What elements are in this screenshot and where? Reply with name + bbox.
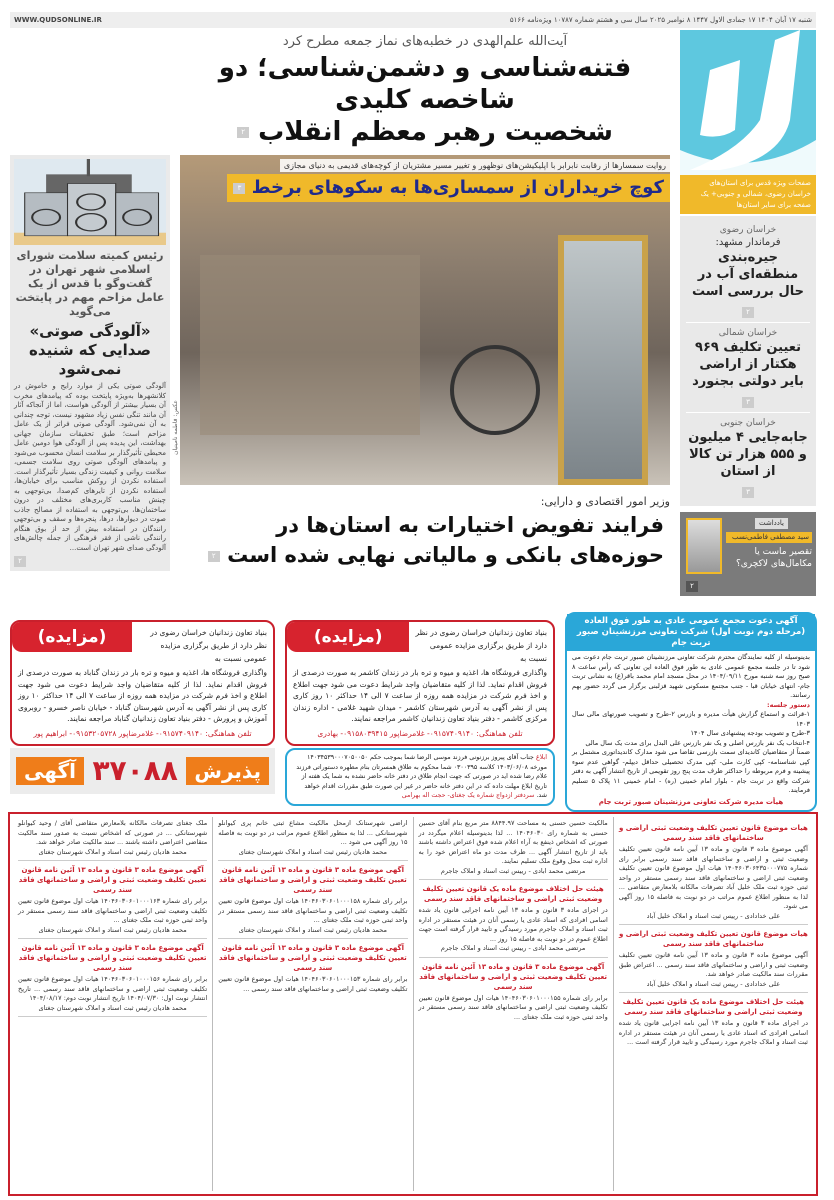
opinion-note[interactable] — [680, 512, 816, 596]
story-kicker: رئیس کمیته سلامت شورای اسلامی شهر تهران در گفت‌وگو با قدس از یک عامل مزاحم مهم در پایتخت می‌گوید — [15, 249, 165, 318]
notice-heading: هیات موضوع قانون تعیین تکلیف وضعیت ثبتی اراضی و ساختمانهای فاقد سند رسمی — [618, 930, 808, 948]
notice-signature: محمد هادیان رئیس ثبت اسناد و املاک شهرستان جغتای — [18, 926, 207, 940]
sidebar-story[interactable] — [686, 323, 810, 413]
page-number: ۲ — [686, 581, 698, 592]
ad-label: (مزایده) — [12, 622, 132, 652]
noise-pollution-story — [10, 155, 170, 571]
ad-acceptance-banner[interactable] — [10, 748, 275, 794]
story-title: جیره‌بندی منطقه‌ای آب در حال بررسی است — [692, 250, 804, 299]
secondhand-shop-photo[interactable] — [180, 155, 670, 485]
provinces-sidebar — [680, 216, 816, 506]
notice-body: برابر رای شماره ۱۴۰۴۶۰۳۰۶۰۱۰۰۰۱۶۳ هیات اول موضوع قانون تعیین تکلیف وضعیت ثبتی اراضی و ساختمانهای فاقد سند رسمی مستقر در واحد ثبتی حوزه ثبت ملک جغتای ... — [18, 897, 208, 924]
newspaper-logo — [680, 30, 816, 175]
notice-body: در اجرای ماده ۳ قانون و ماده ۱۳ آیین نامه اجرایی قانون یاد شده اسامی افرادی که اسناد عادی یا رسمی آنان در هیئت مستقر در اداره ثبت اسناد و املاک جاجرم مورد رسیدگی و تایید قرار گرفته است جهت اطلاع عموم در دو نوبت به فاصله ۱۵ روز ... — [418, 906, 608, 943]
agenda-item: ۴-انتخاب یک نفر بازرس اصلی و یک نفر بازرس علی البدل برای مدت یک سال مالی — [585, 738, 810, 747]
divorce-notice-ad — [285, 748, 555, 806]
notice-column — [13, 817, 212, 1191]
headline-line-2-text: شخصیت رهبر معظم انقلاب — [258, 117, 613, 147]
ad-body: واگذاری فروشگاه ها، اغذیه و میوه و تره بار در زندان گناباد به صورت درصدی از فروش اقدام نماید. لذا از کلیه متقاضیان واجد شرایط دعوت می شود جهت اطلاع و اخذ فرم شرکت در مزایده همه روزه از ساعت ۷ الی ۱۴ حداکثر ۱۰ روز کاری پس از نشر آگهی به آدرس شهرستان گناباد - خیابان ناصر خسرو - روبروی آموزش و پرورش - دفتر بنیاد تعاون زندانیان گناباد مراجعه نمایند. — [18, 668, 268, 723]
photo-credit: عکس: فاطمه نامینیان — [172, 400, 179, 455]
banner-phone-number: ۳۷۰۸۸ — [92, 754, 178, 787]
minister-kicker: وزیر امور اقتصادی و دارایی: — [540, 495, 670, 508]
ad-label: (مزایده) — [287, 622, 409, 652]
note-author: سید مصطفی فاطمی‌نسب — [726, 532, 812, 543]
ad-title: آگهی دعوت مجمع عمومی عادی به طور فوق العاده (مرحله دوم نوبت اول) شرکت تعاونی مرزنشینان صبور تربت جام — [567, 614, 815, 651]
notice-body: جناب آقای پیروز برزنونی فرزند موسی الرضا شما بموجب حکم ۱۴۰۳۴۵۳۹۰۰۰۷۰۵۰۰۵۰ مورخه ۱۴۰۳/۰۶/۰۸ کلاسه ۰۳۰۰۳۹۵ شما محکوم به طلاق همسرتان بنام مطهره دستوراتی فرزند غلام رضا شده اید در صورتی که جهت انجام طلاق در دفتر خانه حاضر نشده به شما یک هفته از تاریخ ابلاغ مهلت داده که در این دفتر خانه حاضر در غیر این صورت طبق مقررات اقدام خواهد شد. — [296, 754, 547, 799]
notice-body: ملک جغتای تصرفات مالکانه بلامعارض متقاضی آقای / وحید کیوانلو شهرستانکی ... در صورتی که اشخاص نسبت به صدور سند مالکیت متقاضی اعتراضی داشته باشند ... سند مالکیت صادر خواهد شد. — [18, 819, 208, 846]
notice-heading: آگهی موضوع ماده ۳ قانون و ماده ۱۳ آئین نامه قانون تعیین تکلیف وضعیت ثبتی و اراضی و ساختمانهای فاقد سند رسمی — [18, 866, 207, 894]
notice-body: آگهی موضوع ماده ۳ قانون و ماده ۱۳ آیین نامه قانون تعیین تکلیف وضعیت ثبتی و اراضی و ساختمانهای فاقد سند رسمی برابر رای شماره ۱۴۰۴۶۰۳۰۶۴۳۵۰۰۰۷۷۵ هیات اول موضوع قانون تعیین تکلیف وضعیت ثبتی اراضی و ساختمانهای فاقد سند رسمی مستقر در واحد ثبتی حوزه ثبت ملک خلیل آباد تصرفات مالکانه بلامعارض متقاضی ... لذا به منظور اطلاع عموم مراتب در دو نوبت به فاصله ۱۵ روز آگهی می شود. — [618, 845, 809, 910]
ad-body: بدینوسیله از کلیه نمایندگان محترم شرکت تعاونی مرزنشینان صبور تربت جام دعوت می شود تا در جلسه مجمع عمومی عادی به طور فوق العاده این تعاونی که رأس ساعت ۸ صبح روز سه شنبه مورخ ۱۴۰۴/۰۹/۱۱ در محل مسجد امام محمد باقر(ع) به نشانی تربت جام- انتهای خیابان قبا - جنب مجتمع مسکونی شهید قزلبنی برگزار می گردد حضور بهم رسانند. — [572, 653, 810, 699]
notice-heading: هیات موضوع قانون تعیین تکلیف وضعیت ثبتی اراضی و ساختمانهای فاقد سند رسمی — [618, 824, 808, 842]
ad-intro: بنیاد تعاون زندانیان خراسان رضوی در نظر دارد از طریق برگزاری مزایده عمومی نسبت به — [415, 628, 547, 663]
story-region: خراسان جنوبی — [720, 418, 776, 428]
notice-signature: محمد هادیان رئیس ثبت اسناد و املاک شهرستان جغتای — [218, 848, 407, 862]
notice-column — [413, 817, 613, 1191]
notice-signature: سردفتر ازدواج شماره یک جغتای- حجت اله بهرامی — [401, 792, 535, 799]
auction-ad-gonabad — [10, 620, 275, 746]
notice-signature: علی خدادادی - رییس ثبت اسناد و املاک خلیل آباد — [619, 980, 808, 994]
ad-phone: تلفن هماهنگی: ۰۹۱۵۷۴۰۹۱۴۰- غلامرضاپور ۰۹۱۵۸۰۳۹۴۱۵- بهادری — [317, 728, 523, 738]
photo-headline-text: کوچ خریداران از سمساری‌ها به سکوهای برخط — [251, 177, 664, 198]
minister-headline-text: فرایند تفویض اختیارات به استان‌ها در حوزه‌های بانکی و مالیاتی نهایی شده است — [227, 513, 664, 567]
page-number: ۲ — [14, 556, 26, 567]
story-subtitle: فرماندار مشهد: — [715, 237, 781, 248]
ad-footer-body: ضمناً از متقاضیان کاندیدای سمت بازرسی تقاضا می شود مدارک کاندیداتوری مشتمل بر کپی شناسنامه- کپی کارت ملی- کپی مدرک تحصیلی حداقل دیپلم- گواهی عدم سوء پیشینه و فرم مربوطه را حداکثر ظرف مدت پنج روز تقویمی از تاریخ انتشار آگهی به دفتر شرکت واقع در تربت جام - بلوار امام خمینی (ره) - امام خمینی ۱۱ پلاک ۵ تسلیم فرمایند. — [572, 748, 810, 794]
story-body: آلودگی صوتی یکی از موارد رایج و خاموش در کلانشهرها به‌ویژه پایتخت بوده که پیامدهای مخرب آن بسیار بیشتر از آلودگی هواست، اما از آنجاکه آثار آن مانند تنگی نفس زیاد مشهود نیست، توجه چندانی به آن نمی‌شود. آلودگی صوتی فراتر از یک عامل مزاحم است؛ طبق تحقیقات سازمان جهانی بهداشت، این پدیده پس از آلودگی هوا دومین عامل محیطی تأثیرگذار بر سلامت انسان محسوب می‌شود و پیامدهای آلودگی صوتی روی سلامت جسمی، سلامت روانی و کیفیت زندگی بسیار تأثیرگذار است. استفاده نکردن از روکش مناسب برای خیابان‌ها، استفاده نکردن از تایرهای کم‌صدا، بی‌توجهی به چینش مناسب کاربری‌های مختلف در درون ساختمان‌ها، بی‌توجهی به استفاده از مصالح جاذب صوت در دیوارها، درها، پنجره‌ها و سقف و بی‌توجهی رانندگان در استفاده بیش از حد از بوق هنگام رانندگی ناشی از فقر فرهنگی از جمله چالش‌های آلودگی صدای شهر تهران است... — [14, 382, 166, 552]
notice-lead: ابلاغ — [535, 754, 547, 761]
legal-notices — [8, 812, 818, 1196]
notice-heading: آگهی موضوع ماده ۳ قانون و ماده ۱۳ آئین نامه قانون تعیین تکلیف وضعیت ثبتی و اراضی و ساختمانهای فاقد سند رسمی — [18, 944, 207, 972]
speaker-city-cartoon — [14, 159, 166, 245]
page-number: ۳ — [742, 487, 754, 498]
notice-heading: هیئت حل اختلاف موضوع ماده یک قانون تعیین تکلیف وضعیت ثبتی اراضی و ساختمانهای فاقد سند رسمی — [622, 998, 804, 1016]
photo-kicker: روایت سمسارها از رقابت نابرابر با اپلیکیشن‌های نوظهور و تغییر مسیر مشتریان از کوچه‌های قدیمی به دنیای مجازی — [280, 159, 670, 172]
note-tag: یادداشت — [755, 518, 788, 529]
website-url[interactable]: WWW.QUDSONLINE.IR — [14, 16, 102, 24]
story-title: تعیین تکلیف ۹۶۹ هکتار از اراضی بایر دولتی بجنورد — [692, 340, 804, 389]
main-headline[interactable] — [180, 52, 670, 148]
notice-body: مالکیت حسین حسنی به مساحت ۸۸۴۴.۹۷ متر مربع بنام آقای حسین حسنی به شماره رای ۱۴۰۴۶۰۳۰ ... لذا بدینوسیله اعلام میگردد در صورتی که اشخاص ذینفع به آراء اعلام شده فوق اعتراض داشته باشند باید از تاریخ انتشار آگهی ... ظرف مدت دو ماه اعتراض خود را به اداره ثبت محل وقوع ملک تسلیم نمایند. — [418, 819, 608, 865]
top-dateline-bar — [10, 12, 816, 28]
photo-headline — [227, 174, 670, 202]
agenda-heading: دستور جلسه: — [767, 700, 810, 709]
notice-body: برابر رای شماره ۱۴۰۴۶۰۳۰۶۰۱۰۰۰۱۵۸ هیات اول موضوع قانون تعیین تکلیف وضعیت ثبتی اراضی و ساختمانهای فاقد سند رسمی مستقر در واحد ثبتی حوزه ثبت ملک جغتای ... — [218, 897, 408, 924]
sidebar-story[interactable] — [686, 220, 810, 323]
quds-logo-icon — [680, 30, 816, 175]
author-photo — [686, 518, 722, 574]
assembly-invitation-ad — [565, 612, 817, 812]
gilded-mirror-shape — [558, 235, 648, 485]
notice-body: در اجرای ماده ۳ قانون و ماده ۱۳ آیین نامه اجرایی قانون یاد شده اسامی افرادی که اسناد عادی یا رسمی آنان در هیئت مستقر در اداره ثبت اسناد و املاک جاجرم مورد رسیدگی و تایید قرار گرفته است ... — [618, 1019, 808, 1046]
page-number: ۲ — [237, 127, 249, 138]
notice-body: برابر رای شماره ۱۴۰۴۶۰۳۰۶۰۱۰۰۰۱۵۳ هیات اول موضوع قانون تعیین تکلیف وضعیت ثبتی اراضی و ساختمانهای فاقد سند رسمی ... — [218, 975, 408, 993]
edition-tagline: صفحات ویژه قدس برای استان‌های خراسان رضوی، شمالی و جنوبی+ یک صفحه برای سایر استان‌ها — [680, 175, 816, 214]
notice-heading: آگهی موضوع ماده ۳ قانون و ماده ۱۳ آئین نامه قانون تعیین تکلیف وضعیت ثبتی و اراضی و ساختمانهای فاقد سند رسمی — [218, 944, 407, 972]
story-region: خراسان شمالی — [718, 328, 778, 338]
page-number: ۲ — [208, 551, 220, 562]
agenda-item: ۳-طرح و تصویب بودجه پیشنهادی سال ۱۴۰۴ — [690, 729, 810, 737]
notice-signature: مرتضی محمد ابادی - رییس ثبت اسناد و املاک جاجرم — [419, 867, 608, 881]
ad-phone: تلفن هماهنگی: ۰۹۱۵۷۴۰۹۱۴۰- غلامرضاپور ۰۹۱۵۳۲۰۵۷۲۸- ابراهیم پور — [33, 728, 252, 738]
ad-signature: هیأت مدیره شرکت تعاونی مرزنشینان صبور تربت جام — [598, 797, 784, 806]
notice-body: برابر رای شماره ۱۴۰۴۶۰۳۰۶۰۱۰۰۰۱۵۶ هیات اول موضوع قانون تعیین تکلیف وضعیت ثبتی اراضی و ساختمانهای فاقد سند رسمی ... تاریخ انتشار نوبت اول: ۱۴۰۴/۰۷/۳۰ تاریخ انتشار نوبت دوم: ۱۴۰۴/۰۸/۱۷ — [18, 975, 208, 1002]
sidebar-story[interactable] — [686, 413, 810, 502]
notice-signature: محمد هادیان رئیس ثبت اسناد و املاک شهرستان جغتای — [18, 1004, 207, 1018]
headline-line-1: فتنه‌شناسی و دشمن‌شناسی؛ دو شاخصه کلیدی — [218, 53, 632, 115]
notice-signature: محمد هادیان رئیس ثبت اسناد و املاک شهرستان جغتای — [218, 926, 407, 940]
notice-body: اراضی شهرستانک ازمحل مالکیت مشاع ثبتی خانم پری کیوانلو شهرستانکی ... لذا به منظور اطلاع عموم مراتب در دو نوبت به فاصله ۱۵ روز آگهی می شود ... — [218, 819, 408, 846]
notice-signature: محمد هادیان رئیس ثبت اسناد و املاک شهرستان جغتای — [18, 848, 207, 862]
notice-signature: مرتضی محمد ابادی - رییس ثبت اسناد و املاک جاجرم — [419, 944, 608, 958]
banner-label: آگهی — [16, 757, 84, 785]
notice-body: برابر رای شماره ۱۴۰۴۶۰۳۰۶۰۱۰۰۰۱۵۵ هیات اول موضوع قانون تعیین تکلیف وضعیت ثبتی اراضی و ساختمانهای فاقد سند رسمی مستقر در واحد ثبتی حوزه ثبت ملک جغتای ... — [418, 993, 608, 1021]
photo-captions — [180, 159, 670, 202]
notice-body: آگهی موضوع ماده ۳ قانون و ماده ۱۳ آیین نامه قانون تعیین تکلیف وضعیت ثبتی و اراضی و ساختمانهای فاقد سند رسمی ... اعتراض طبق مقررات سند مالکیت صادر خواهد شد. — [618, 951, 808, 978]
agenda-item: ۱-قرائت و استماع گزارش هیأت مدیره و بازرس ۲-طرح و تصویب صورتهای مالی سال ۱۴۰۳ — [572, 710, 810, 728]
bicycle-wheel-shape — [450, 345, 540, 435]
minister-headline[interactable] — [180, 510, 670, 570]
right-column — [680, 175, 816, 596]
banner-label: پذیرش — [186, 757, 269, 785]
notice-signature: علی خدادادی - رییس ثبت اسناد و املاک خلیل آباد — [619, 912, 808, 926]
notice-column — [212, 817, 412, 1191]
notice-heading: هیئت حل اختلاف موضوع ماده یک قانون تعیین تکلیف وضعیت ثبتی اراضی و ساختمانهای فاقد سند رسمی — [422, 885, 604, 903]
headline-line-2 — [180, 116, 670, 148]
auction-ad-kashmar — [285, 620, 555, 746]
notice-heading: آگهی موضوع ماده ۳ قانون و ماده ۱۳ آئین نامه قانون تعیین تکلیف وضعیت ثبتی و اراضی و ساختمانهای فاقد سند رسمی — [419, 962, 608, 991]
ad-body: واگذاری فروشگاه ها، اغذیه و میوه و تره بار در زندان کاشمر به صورت درصدی از فروش اقدام نماید. لذا از کلیه متقاضیان واجد شرایط دعوت می شود جهت اطلاع و اخذ فرم شرکت در مزایده همه روزه از ساعت ۷ الی ۱۴ حداکثر ۱۰ روز کاری پس از نشر آگهی به آدرس شهرستان کاشمر - میدان شهید غلامی - اداره زندان مرکزی کاشمر - دفتر بنیاد تعاون زندانیان کاشمر مراجعه نمایند. — [293, 668, 548, 723]
main-kicker: آیت‌الله علم‌الهدی در خطبه‌های نماز جمعه مطرح کرد — [282, 34, 568, 49]
notice-heading: آگهی موضوع ماده ۳ قانون و ماده ۱۳ آئین نامه قانون تعیین تکلیف وضعیت ثبتی و اراضی و ساختمانهای فاقد سند رسمی — [218, 866, 407, 894]
page-number: ۳ — [742, 397, 754, 408]
shelf-shape — [200, 255, 420, 435]
page-number: ۳ — [233, 183, 245, 194]
notice-column — [613, 817, 813, 1191]
dateline: شنبه ۱۷ آبان ۱۴۰۴ ۱۷ جمادی الاول ۱۴۴۷ ۸ نوامبر ۲۰۲۵ سال سی و هشتم شماره ۱۰۷۸۷ ویژه‌نامه ۵۱۶۶ — [509, 16, 812, 24]
story-headline[interactable]: «آلودگی صوتی» صدایی که شنیده نمی‌شود — [29, 322, 151, 378]
story-region: خراسان رضوی — [719, 225, 777, 235]
page-number: ۲ — [742, 307, 754, 318]
ad-intro: بنیاد تعاون زندانیان خراسان رضوی در نظر دارد از طریق برگزاری مزایده عمومی نسبت به — [150, 628, 267, 663]
note-title: تقصیر ماست یا مکامال‌های لاکچری؟ — [735, 547, 812, 569]
story-title: جابه‌جایی ۴ میلیون و ۵۵۵ هزار تن کالا از استان — [688, 430, 808, 479]
